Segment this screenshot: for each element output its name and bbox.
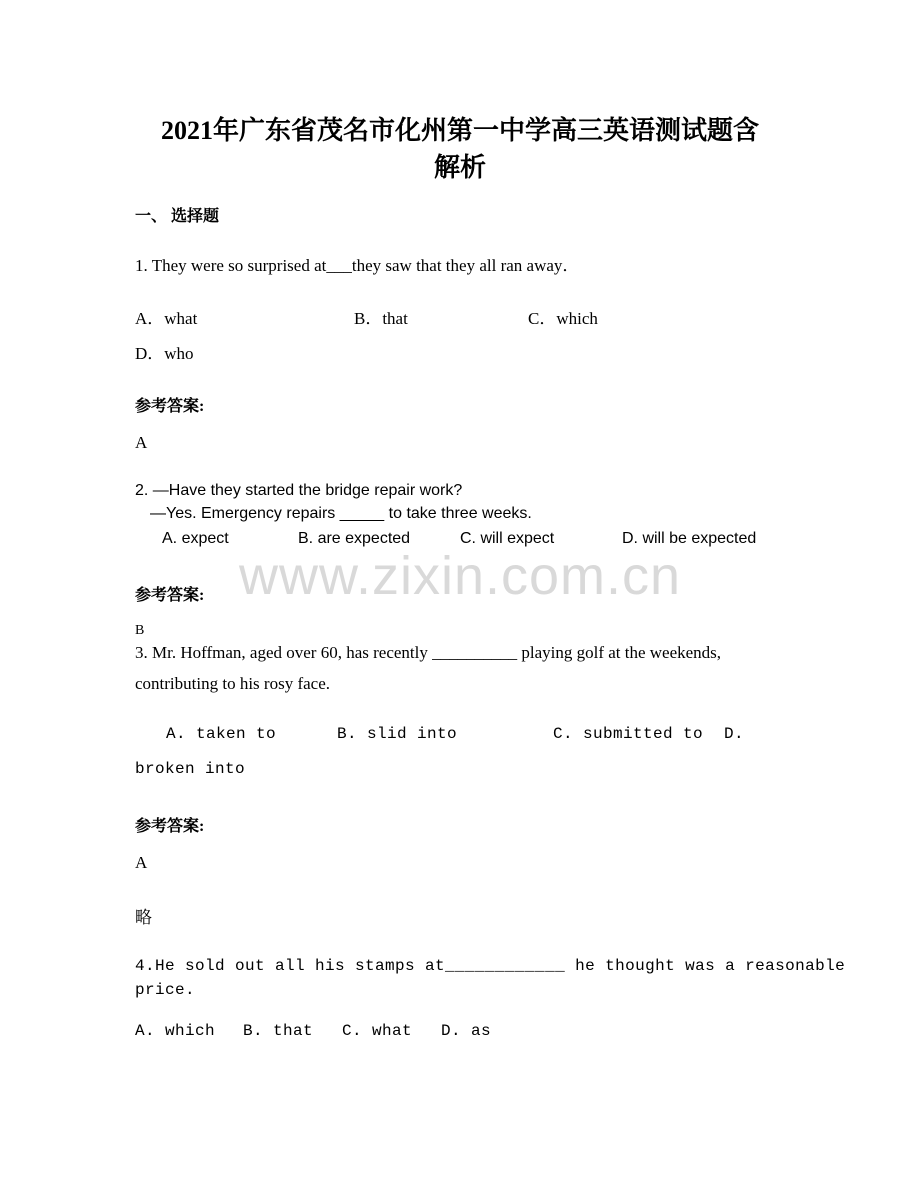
document-title-line1: 2021年广东省茂名市化州第一中学高三英语测试题含 xyxy=(160,116,759,145)
watermark: www.zixin.com.cn xyxy=(238,546,682,606)
question-2-stem-line2: —Yes. Emergency repairs _____ to take three weeks. xyxy=(150,505,532,522)
question-4-option-a: A. which xyxy=(135,1022,216,1040)
question-4-option-d: D. as xyxy=(441,1022,492,1040)
question-1-option-a: A．what xyxy=(135,309,198,328)
question-3-note: 略 xyxy=(135,908,152,927)
question-1-option-d: D．who xyxy=(135,344,194,363)
question-3-option-d-text: broken into xyxy=(135,760,246,778)
question-2-option-a: A. expect xyxy=(162,530,229,547)
question-2-option-b: B. are expected xyxy=(298,530,411,547)
question-3-option-b: B. slid into xyxy=(337,725,458,743)
question-3-option-c: C. submitted to xyxy=(553,725,704,743)
question-3-stem-line1: 3. Mr. Hoffman, aged over 60, has recently __________ playing golf at the weekends, xyxy=(135,643,722,662)
question-3-answer-label: 参考答案: xyxy=(135,818,205,835)
question-1-answer-label: 参考答案: xyxy=(135,398,205,415)
question-2-option-d: D. will be expected xyxy=(622,530,757,547)
section-heading: 一、 选择题 xyxy=(135,208,220,225)
question-2-answer-label: 参考答案: xyxy=(135,587,205,604)
question-1-stem: 1. They were so surprised at___they saw that they all ran away． xyxy=(135,256,580,275)
question-1-option-c: C．which xyxy=(528,309,598,328)
question-2-answer: B xyxy=(135,623,145,638)
question-1-option-b: B．that xyxy=(354,309,408,328)
question-3-option-d: D. xyxy=(724,725,745,743)
question-4-stem-line2: price. xyxy=(135,981,196,999)
question-4-option-b: B. that xyxy=(243,1022,314,1040)
question-2-option-c: C. will expect xyxy=(460,530,555,547)
document-title-line2: 解析 xyxy=(433,153,486,182)
question-2-stem-line1: 2. —Have they started the bridge repair work? xyxy=(135,482,463,499)
question-1-answer: A xyxy=(135,433,148,452)
question-4-option-c: C. what xyxy=(342,1022,413,1040)
question-3-answer: A xyxy=(135,853,148,872)
question-4-stem-line1: 4.He sold out all his stamps at____________ he thought was a reasonable xyxy=(135,957,846,975)
question-3-option-a: A. taken to xyxy=(166,725,277,743)
question-3-stem-line2: contributing to his rosy face. xyxy=(135,674,330,693)
